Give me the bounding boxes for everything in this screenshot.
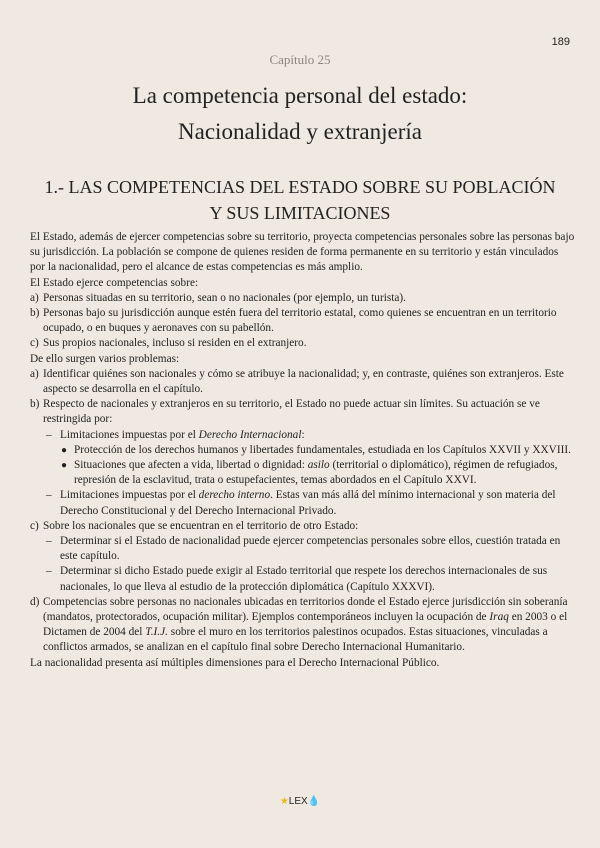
- dash-item-internal-law: – Limitaciones impuestas por el derecho interno. Estas van más allá del mínimo internacional y son materia del Derecho Constitucional y del Derecho Internacional Privado.: [46, 489, 556, 517]
- problem-b: b) Respecto de nacionales y extranjeros en su territorio, el Estado no puede actuar sin límites. Su actuación se ve restringida por:: [30, 398, 540, 426]
- footer-text: LEX: [288, 796, 308, 807]
- title-line-2: Nacionalidad y extranjería: [178, 119, 422, 144]
- section-title: 1.- LAS COMPETENCIAS DEL ESTADO SOBRE SU POBLACIÓN Y SUS LIMITACIONES: [44, 177, 556, 223]
- drop-icon: 💧: [307, 796, 321, 807]
- list-item: b) Personas bajo su jurisdicción aunque estén fuera del territorio estatal, como quienes se encuentran en un territorio ocupado, o en buques y aeronaves con su pabellón.: [30, 307, 557, 335]
- problem-a: a) Identificar quiénes son nacionales y cómo se atribuye la nacionalidad; y, en contraste, quiénes son extranjeros. Este aspecto se desarrolla en el capítulo.: [30, 367, 564, 396]
- dash-item-diplomatic-protection: – Determinar si dicho Estado puede exigir al Estado territorial que respete los derechos internacionales de sus nacionales, lo que lleva al estudio de la protección diplomática (Capítulo XXXVI).: [46, 565, 548, 593]
- chapter-title: [0, 78, 600, 150]
- bullet-item-human-rights: ● Protección de los derechos humanos y libertades fundamentales, estudiada en los Capítulos XXVII y XXVIII.: [61, 443, 571, 456]
- closing-paragraph: La nacionalidad presenta así múltiples dimensiones para el Derecho Internacional Público.: [30, 656, 440, 669]
- title-line-1: La competencia personal del estado:: [132, 83, 468, 108]
- bullet-item-asylum: ● Situaciones que afecten a vida, libertad o dignidad: asilo (territorial o diplomático), régimen de refugiados, represión de la esclavitud, trata o estupefacientes, temas abordados en el Capítulo XXVI.: [61, 459, 558, 487]
- problemas-line: De ello surgen varios problemas:: [30, 352, 180, 365]
- dash-item-international-law: – Limitaciones impuestas por el Derecho Internacional:: [46, 428, 305, 441]
- ejerce-line: El Estado ejerce competencias sobre:: [30, 276, 199, 289]
- footer-logo: [0, 796, 600, 807]
- problem-d: d) Competencias sobre personas no nacionales ubicadas en territorios donde el Estado ejerce jurisdicción sin soberanía (mandatos, protectorados, ocupación militar). Ejemplos contemporáneos incluyen la ocupación de Iraq en 2003 o el Dictamen de 2004 del T.I.J. sobre el muro en los territorios palestinos ocupados. Estas situaciones, vinculadas a conflictos armados, se analizan en el capítulo final sobre Derecho Internacional Humanitario.: [30, 595, 568, 654]
- body-text: [30, 230, 575, 671]
- star-icon: ★: [279, 796, 289, 807]
- dash-item-nationality-state: – Determinar si el Estado de nacionalidad puede ejercer competencias personales sobre ellos, cuestión tratada en este capítulo.: [46, 535, 561, 563]
- page-number: 189: [551, 36, 570, 48]
- problem-c: c) Sobre los nacionales que se encuentran en el territorio de otro Estado:: [30, 519, 359, 532]
- intro-paragraph: El Estado, además de ejercer competencias sobre su territorio, proyecta competencias personales sobre las personas bajo su jurisdicción. La población se compone de quienes residen de forma permanente en su territorio y están vinculados por la nacionalidad, pero el alcance de estas competencias es más amplio.: [30, 231, 575, 274]
- chapter-label: Capítulo 25: [269, 52, 331, 67]
- list-item: a) Personas situadas en su territorio, sean o no nacionales (por ejemplo, un turista).: [30, 291, 406, 304]
- list-item: c) Sus propios nacionales, incluso si residen en el extranjero.: [30, 337, 307, 350]
